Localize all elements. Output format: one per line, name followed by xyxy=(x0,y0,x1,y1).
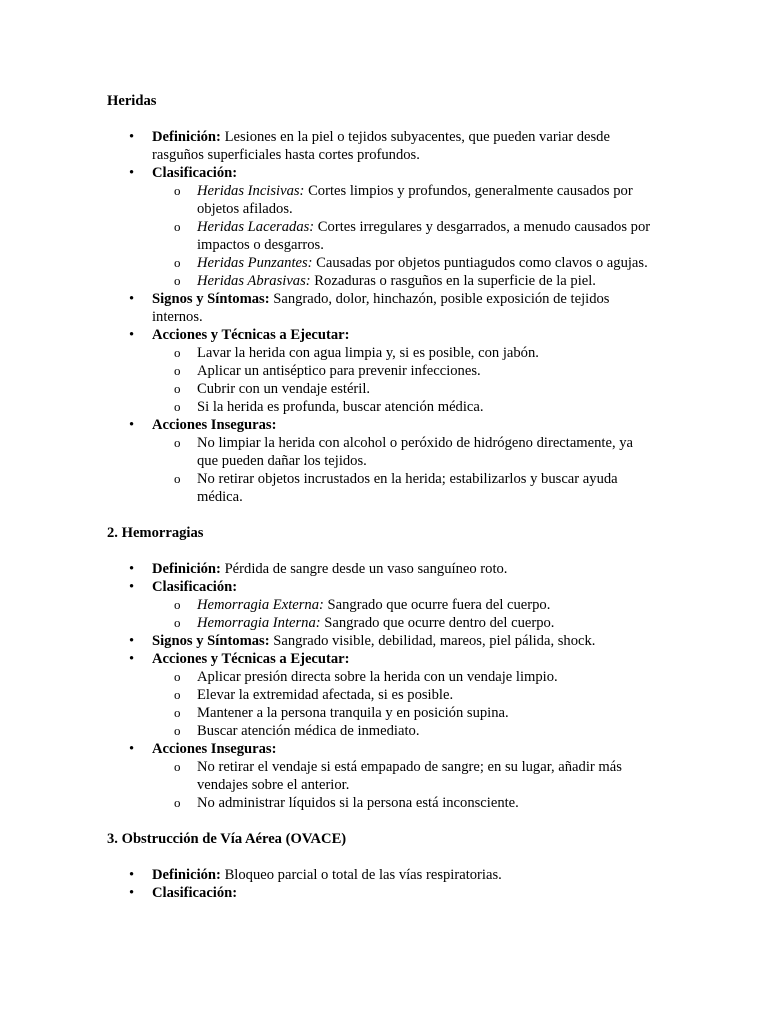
bullet-icon xyxy=(129,290,139,308)
list-item: • Acciones y Técnicas a Ejecutar: o Lavar la herida con agua limpia y, si es posible, con jabón. o Aplicar un antiséptico para prevenir infecciones. o Cubrir con un vendaje estéril. o Si la herida es profunda, buscar atención médica. xyxy=(107,326,652,416)
bullet-icon xyxy=(129,578,139,596)
circle-bullet-icon xyxy=(174,380,184,398)
list-item: • Acciones y Técnicas a Ejecutar: o Aplicar presión directa sobre la herida con un vendaje limpio. o Elevar la extremidad afectada, si es posible. o Mantener a la persona tranquila y en posición supina. o Buscar atención médica de inmediato. xyxy=(107,650,652,740)
circle-bullet-icon xyxy=(174,722,184,740)
list-item: • Clasificación: xyxy=(107,884,652,902)
sub-list-item: o Buscar atención médica de inmediato. xyxy=(152,722,652,740)
sub-list-item: o No limpiar la herida con alcohol o peróxido de hidrógeno directamente, ya que pueden dañar los tejidos. xyxy=(152,434,652,470)
list-item: • Acciones Inseguras: o No retirar el vendaje si está empapado de sangre; en su lugar, añadir más vendajes sobre el anterior. o No administrar líquidos si la persona está inconsciente. xyxy=(107,740,652,812)
list-item: • Signos y Síntomas: Sangrado visible, debilidad, mareos, piel pálida, shock. xyxy=(107,632,652,650)
sub-list xyxy=(152,668,652,740)
list-item: • Acciones Inseguras: o No limpiar la herida con alcohol o peróxido de hidrógeno directamente, ya que pueden dañar los tejidos. o No retirar objetos incrustados en la herida; estabilizarlos y buscar ayuda médica. xyxy=(107,416,652,506)
bullet-icon xyxy=(129,632,139,650)
circle-bullet-icon xyxy=(174,362,184,380)
circle-bullet-icon xyxy=(174,704,184,722)
list-item: • Definición: Pérdida de sangre desde un vaso sanguíneo roto. xyxy=(107,560,652,578)
section-title: Heridas xyxy=(107,93,157,109)
sub-list-item: o No administrar líquidos si la persona está inconsciente. xyxy=(152,794,652,812)
sub-list-item: o Lavar la herida con agua limpia y, si es posible, con jabón. xyxy=(152,344,652,362)
bullet-icon xyxy=(129,884,139,902)
bullet-icon xyxy=(129,650,139,668)
circle-bullet-icon xyxy=(174,794,184,812)
section-title: 3. Obstrucción de Vía Aérea (OVACE) xyxy=(107,831,347,847)
bullet-icon xyxy=(129,326,139,344)
sub-list-item: o Hemorragia Interna: Sangrado que ocurre dentro del cuerpo. xyxy=(152,614,652,632)
circle-bullet-icon xyxy=(174,182,184,200)
circle-bullet-icon xyxy=(174,470,184,488)
section-heridas xyxy=(107,92,652,524)
sub-list-item: o Heridas Incisivas: Cortes limpios y profundos, generalmente causados por objetos afilados. xyxy=(152,182,652,218)
bullet-list xyxy=(107,866,652,902)
section-hemorragias xyxy=(107,524,652,830)
sub-list-item: o Cubrir con un vendaje estéril. xyxy=(152,380,652,398)
sub-list-item: o Heridas Punzantes: Causadas por objetos puntiagudos como clavos o agujas. xyxy=(152,254,652,272)
sub-list-item: o Aplicar un antiséptico para prevenir infecciones. xyxy=(152,362,652,380)
list-item: • Definición: Bloqueo parcial o total de las vías respiratorias. xyxy=(107,866,652,884)
list-item: • Clasificación: o Hemorragia Externa: Sangrado que ocurre fuera del cuerpo. o Hemorragia Interna: Sangrado que ocurre dentro del cuerpo. xyxy=(107,578,652,632)
circle-bullet-icon xyxy=(174,668,184,686)
circle-bullet-icon xyxy=(174,218,184,236)
bullet-icon xyxy=(129,416,139,434)
bullet-icon xyxy=(129,866,139,884)
bullet-icon xyxy=(129,560,139,578)
sub-list-item: o Aplicar presión directa sobre la herida con un vendaje limpio. xyxy=(152,668,652,686)
section-ovace xyxy=(107,830,652,902)
sub-list xyxy=(152,344,652,416)
circle-bullet-icon xyxy=(174,254,184,272)
sub-list-item: o Si la herida es profunda, buscar atención médica. xyxy=(152,398,652,416)
circle-bullet-icon xyxy=(174,686,184,704)
bullet-list xyxy=(107,128,652,506)
circle-bullet-icon xyxy=(174,398,184,416)
bullet-list xyxy=(107,560,652,812)
list-item: • Clasificación: o Heridas Incisivas: Cortes limpios y profundos, generalmente causados por objetos afilados. o Heridas Laceradas: Cortes irregulares y desgarrados, a menudo causados por impactos o desgarros. o Heridas Punzantes: Causadas por objetos puntiagudos como clavos o agujas. o Heridas Abrasivas: Rozaduras o rasguños en la superficie de la piel. xyxy=(107,164,652,290)
sub-list-item: o No retirar el vendaje si está empapado de sangre; en su lugar, añadir más vendajes sobre el anterior. xyxy=(152,758,652,794)
sub-list-item: o Elevar la extremidad afectada, si es posible. xyxy=(152,686,652,704)
circle-bullet-icon xyxy=(174,596,184,614)
bullet-icon xyxy=(129,128,139,146)
bullet-icon xyxy=(129,164,139,182)
sub-list-item: o Mantener a la persona tranquila y en posición supina. xyxy=(152,704,652,722)
sub-list xyxy=(152,758,652,812)
circle-bullet-icon xyxy=(174,758,184,776)
sub-list xyxy=(152,596,652,632)
document-body xyxy=(107,92,652,902)
sub-list-item: o Hemorragia Externa: Sangrado que ocurre fuera del cuerpo. xyxy=(152,596,652,614)
section-title: 2. Hemorragias xyxy=(107,525,204,541)
sub-list-item: o Heridas Laceradas: Cortes irregulares y desgarrados, a menudo causados por impactos o desgarros. xyxy=(152,218,652,254)
sub-list xyxy=(152,182,652,290)
list-item: • Signos y Síntomas: Sangrado, dolor, hinchazón, posible exposición de tejidos internos. xyxy=(107,290,652,326)
sub-list xyxy=(152,434,652,506)
bullet-icon xyxy=(129,740,139,758)
circle-bullet-icon xyxy=(174,434,184,452)
sub-list-item: o No retirar objetos incrustados en la herida; estabilizarlos y buscar ayuda médica. xyxy=(152,470,652,506)
circle-bullet-icon xyxy=(174,614,184,632)
circle-bullet-icon xyxy=(174,344,184,362)
sub-list-item: o Heridas Abrasivas: Rozaduras o rasguños en la superficie de la piel. xyxy=(152,272,652,290)
circle-bullet-icon xyxy=(174,272,184,290)
list-item: • Definición: Lesiones en la piel o tejidos subyacentes, que pueden variar desde rasguños superficiales hasta cortes profundos. xyxy=(107,128,652,164)
